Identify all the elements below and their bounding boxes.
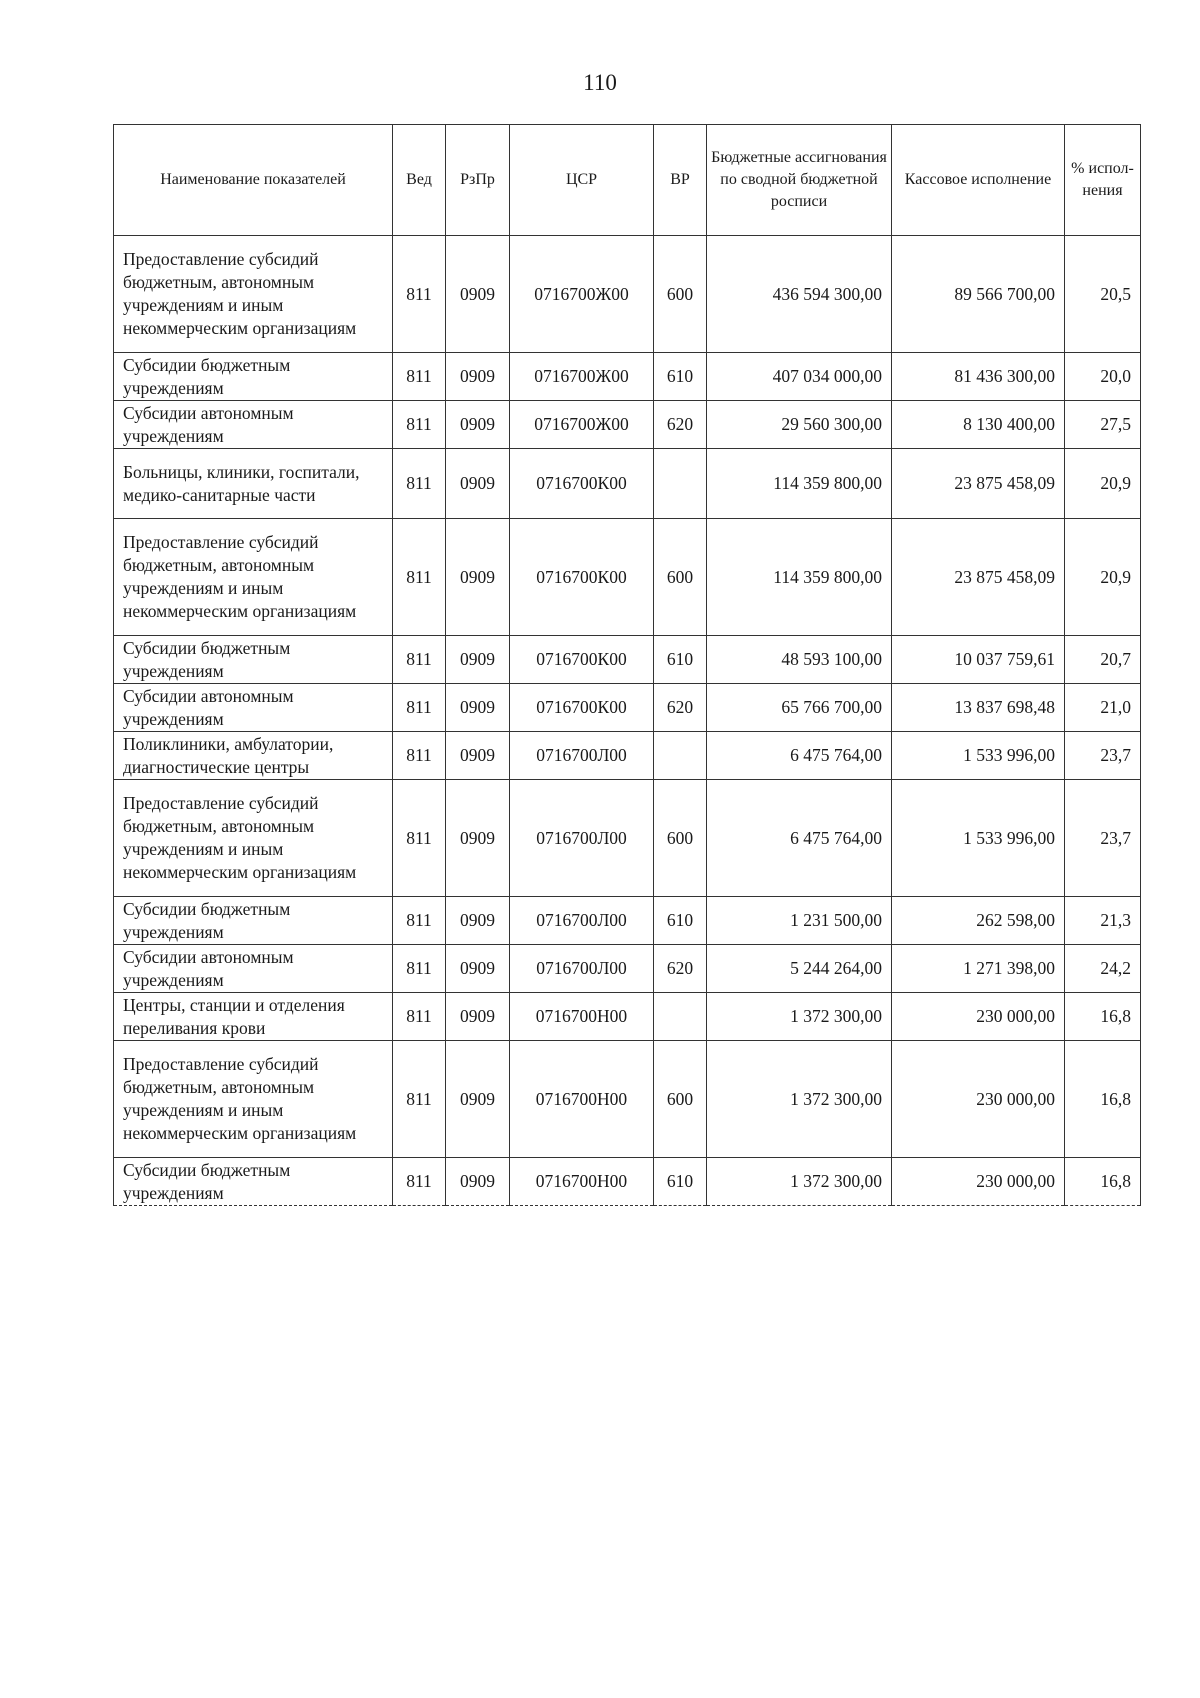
cell-ved: 811	[393, 636, 446, 684]
cell-budget: 114 359 800,00	[707, 519, 892, 636]
cell-budget: 5 244 264,00	[707, 945, 892, 993]
cell-vr: 610	[654, 1158, 707, 1206]
table-row	[114, 401, 1141, 449]
header-cash: Кассовое исполнение	[892, 125, 1065, 236]
cell-vr	[654, 732, 707, 780]
cell-ved: 811	[393, 236, 446, 353]
cell-cash: 81 436 300,00	[892, 353, 1065, 401]
cell-csr: 0716700Ж00	[510, 236, 654, 353]
cell-name: Предоставление субсидий бюджетным, автономным учреждениям и иным некоммерческим организациям	[114, 519, 393, 636]
cell-csr: 0716700Н00	[510, 1041, 654, 1158]
cell-percent: 27,5	[1065, 401, 1141, 449]
cell-budget: 1 372 300,00	[707, 1041, 892, 1158]
cell-cash: 1 271 398,00	[892, 945, 1065, 993]
cell-name: Субсидии бюджетным учреждениям	[114, 353, 393, 401]
table-row	[114, 684, 1141, 732]
cell-csr: 0716700Л00	[510, 897, 654, 945]
cell-ved: 811	[393, 732, 446, 780]
cell-name: Субсидии автономным учреждениям	[114, 945, 393, 993]
cell-rzpr: 0909	[446, 519, 510, 636]
cell-vr: 610	[654, 353, 707, 401]
cell-name: Центры, станции и отделения переливания крови	[114, 993, 393, 1041]
cell-vr	[654, 449, 707, 519]
cell-vr: 600	[654, 519, 707, 636]
cell-ved: 811	[393, 1158, 446, 1206]
table-row	[114, 449, 1141, 519]
cell-rzpr: 0909	[446, 732, 510, 780]
cell-budget: 114 359 800,00	[707, 449, 892, 519]
table-row	[114, 236, 1141, 353]
cell-cash: 230 000,00	[892, 993, 1065, 1041]
table-row	[114, 993, 1141, 1041]
table-row	[114, 1158, 1141, 1206]
cell-vr: 620	[654, 684, 707, 732]
cell-name: Предоставление субсидий бюджетным, автономным учреждениям и иным некоммерческим организациям	[114, 236, 393, 353]
cell-percent: 23,7	[1065, 732, 1141, 780]
cell-csr: 0716700Ж00	[510, 353, 654, 401]
cell-budget: 1 231 500,00	[707, 897, 892, 945]
cell-rzpr: 0909	[446, 636, 510, 684]
cell-ved: 811	[393, 353, 446, 401]
cell-ved: 811	[393, 897, 446, 945]
cell-csr: 0716700Ж00	[510, 401, 654, 449]
table-row	[114, 519, 1141, 636]
cell-budget: 436 594 300,00	[707, 236, 892, 353]
table-row	[114, 780, 1141, 897]
cell-rzpr: 0909	[446, 993, 510, 1041]
cell-rzpr: 0909	[446, 1041, 510, 1158]
page-number: 110	[583, 70, 617, 95]
cell-rzpr: 0909	[446, 780, 510, 897]
cell-budget: 1 372 300,00	[707, 993, 892, 1041]
cell-name: Поликлиники, амбулатории, диагностические центры	[114, 732, 393, 780]
cell-csr: 0716700Н00	[510, 1158, 654, 1206]
cell-csr: 0716700Н00	[510, 993, 654, 1041]
cell-budget: 6 475 764,00	[707, 732, 892, 780]
header-ved: Вед	[393, 125, 446, 236]
table-row	[114, 353, 1141, 401]
cell-vr: 600	[654, 780, 707, 897]
cell-budget: 407 034 000,00	[707, 353, 892, 401]
cell-percent: 20,9	[1065, 449, 1141, 519]
cell-budget: 65 766 700,00	[707, 684, 892, 732]
header-vr: ВР	[654, 125, 707, 236]
cell-ved: 811	[393, 519, 446, 636]
cell-budget: 6 475 764,00	[707, 780, 892, 897]
budget-table	[113, 124, 1141, 1206]
cell-budget: 1 372 300,00	[707, 1158, 892, 1206]
cell-vr: 610	[654, 897, 707, 945]
cell-name: Субсидии автономным учреждениям	[114, 684, 393, 732]
cell-ved: 811	[393, 780, 446, 897]
header-percent: % испол-нения	[1065, 125, 1141, 236]
cell-name: Больницы, клиники, госпитали, медико-санитарные части	[114, 449, 393, 519]
header-csr: ЦСР	[510, 125, 654, 236]
cell-budget: 29 560 300,00	[707, 401, 892, 449]
table-body	[114, 236, 1141, 1206]
cell-name: Субсидии бюджетным учреждениям	[114, 897, 393, 945]
cell-percent: 16,8	[1065, 1041, 1141, 1158]
cell-rzpr: 0909	[446, 945, 510, 993]
cell-ved: 811	[393, 993, 446, 1041]
cell-percent: 20,7	[1065, 636, 1141, 684]
header-rzpr: РзПр	[446, 125, 510, 236]
cell-rzpr: 0909	[446, 1158, 510, 1206]
cell-cash: 1 533 996,00	[892, 732, 1065, 780]
cell-rzpr: 0909	[446, 684, 510, 732]
cell-percent: 20,0	[1065, 353, 1141, 401]
cell-cash: 89 566 700,00	[892, 236, 1065, 353]
cell-csr: 0716700Л00	[510, 945, 654, 993]
cell-ved: 811	[393, 401, 446, 449]
table-row	[114, 945, 1141, 993]
cell-rzpr: 0909	[446, 401, 510, 449]
cell-cash: 23 875 458,09	[892, 519, 1065, 636]
table-row	[114, 636, 1141, 684]
cell-vr	[654, 993, 707, 1041]
cell-percent: 20,9	[1065, 519, 1141, 636]
cell-cash: 23 875 458,09	[892, 449, 1065, 519]
cell-rzpr: 0909	[446, 449, 510, 519]
cell-rzpr: 0909	[446, 236, 510, 353]
cell-vr: 600	[654, 1041, 707, 1158]
cell-vr: 620	[654, 401, 707, 449]
cell-cash: 1 533 996,00	[892, 780, 1065, 897]
cell-percent: 21,0	[1065, 684, 1141, 732]
table-header	[114, 125, 1141, 236]
cell-csr: 0716700К00	[510, 519, 654, 636]
cell-cash: 13 837 698,48	[892, 684, 1065, 732]
cell-csr: 0716700Л00	[510, 732, 654, 780]
cell-budget: 48 593 100,00	[707, 636, 892, 684]
cell-vr: 620	[654, 945, 707, 993]
cell-ved: 811	[393, 449, 446, 519]
cell-percent: 16,8	[1065, 1158, 1141, 1206]
cell-csr: 0716700К00	[510, 684, 654, 732]
cell-csr: 0716700Л00	[510, 780, 654, 897]
cell-name: Предоставление субсидий бюджетным, автономным учреждениям и иным некоммерческим организациям	[114, 780, 393, 897]
cell-ved: 811	[393, 1041, 446, 1158]
cell-cash: 230 000,00	[892, 1158, 1065, 1206]
cell-cash: 10 037 759,61	[892, 636, 1065, 684]
table-row	[114, 897, 1141, 945]
cell-percent: 23,7	[1065, 780, 1141, 897]
cell-rzpr: 0909	[446, 897, 510, 945]
table-row	[114, 1041, 1141, 1158]
cell-cash: 230 000,00	[892, 1041, 1065, 1158]
cell-percent: 20,5	[1065, 236, 1141, 353]
cell-name: Предоставление субсидий бюджетным, автономным учреждениям и иным некоммерческим организациям	[114, 1041, 393, 1158]
cell-ved: 811	[393, 684, 446, 732]
cell-percent: 24,2	[1065, 945, 1141, 993]
cell-vr: 610	[654, 636, 707, 684]
cell-cash: 8 130 400,00	[892, 401, 1065, 449]
cell-ved: 811	[393, 945, 446, 993]
header-budget: Бюджетные ассигнования по сводной бюджетной росписи	[707, 125, 892, 236]
cell-name: Субсидии бюджетным учреждениям	[114, 636, 393, 684]
cell-percent: 16,8	[1065, 993, 1141, 1041]
header-name: Наименование показателей	[114, 125, 393, 236]
cell-name: Субсидии автономным учреждениям	[114, 401, 393, 449]
cell-percent: 21,3	[1065, 897, 1141, 945]
cell-rzpr: 0909	[446, 353, 510, 401]
table-row	[114, 732, 1141, 780]
cell-csr: 0716700К00	[510, 636, 654, 684]
cell-csr: 0716700К00	[510, 449, 654, 519]
cell-cash: 262 598,00	[892, 897, 1065, 945]
cell-name: Субсидии бюджетным учреждениям	[114, 1158, 393, 1206]
cell-vr: 600	[654, 236, 707, 353]
